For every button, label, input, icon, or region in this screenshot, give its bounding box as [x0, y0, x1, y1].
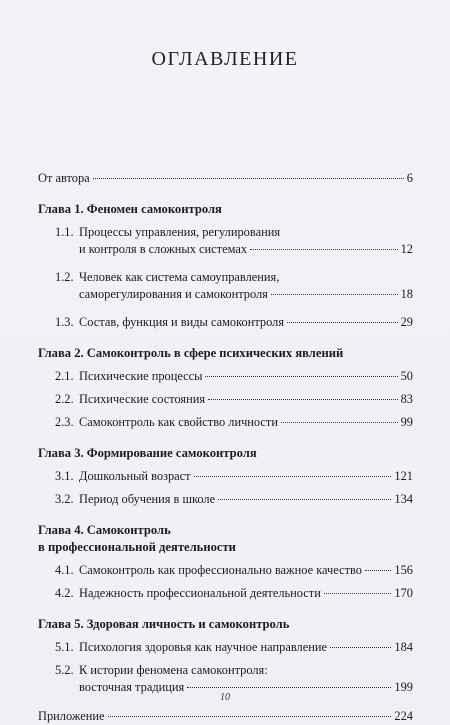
section-number: 1.2.	[55, 270, 74, 284]
toc-page-number: 6	[406, 171, 413, 185]
section-number: 2.1.	[55, 369, 74, 383]
toc-entry-5-2	[38, 662, 413, 696]
toc-entry-text: Период обучения в школе	[79, 492, 216, 506]
dot-leader	[187, 687, 391, 688]
toc-entry-1-3	[38, 314, 413, 331]
page-number: 10	[220, 692, 230, 703]
toc-page-number: 199	[394, 680, 413, 694]
toc-entry-text: Надежность профессиональной деятельности	[79, 586, 321, 600]
toc-entry-text-line: Процессы управления, регулирования	[79, 225, 281, 239]
section-number: 5.2.	[55, 663, 74, 677]
toc-page-number: 224	[394, 709, 413, 723]
section-number: 3.2.	[55, 492, 74, 506]
toc-page-number: 99	[400, 415, 413, 429]
toc-page-number: 50	[400, 369, 413, 383]
dot-leader	[365, 570, 391, 571]
chapter-4-heading: Глава 4. Самоконтроль	[38, 523, 171, 537]
toc-page-number: 18	[400, 287, 413, 301]
toc-entry-text-line: Человек как система самоуправления,	[79, 270, 280, 284]
toc-entry-1-1	[38, 224, 413, 258]
dot-leader	[281, 422, 398, 423]
toc-entry-text-line: К истории феномена самоконтроля:	[79, 663, 268, 677]
toc-page-number: 121	[394, 469, 413, 483]
toc-entry-3-1	[38, 468, 413, 485]
dot-leader	[218, 499, 391, 500]
section-number: 2.3.	[55, 415, 74, 429]
toc-entry-text-line: и контроля в сложных системах	[79, 242, 248, 256]
toc-entry-3-2	[38, 491, 413, 508]
section-number: 1.3.	[55, 315, 74, 329]
toc-entry-4-1	[38, 562, 413, 579]
toc-entry-2-2	[38, 391, 413, 408]
toc-entry-text: Психические состояния	[79, 392, 206, 406]
dot-leader	[330, 647, 391, 648]
section-number: 2.2.	[55, 392, 74, 406]
page-title: ОГЛАВЛЕНИЕ	[151, 48, 299, 70]
toc-entry-text: Самоконтроль как свойство личности	[79, 415, 278, 429]
toc-entry-4-2	[38, 585, 413, 602]
toc-entry-text: Приложение	[38, 709, 105, 723]
section-number: 4.1.	[55, 563, 74, 577]
toc-entry-1-2	[38, 269, 413, 303]
toc-entry-text: Дошкольный возраст	[79, 469, 191, 483]
dot-leader	[324, 593, 392, 594]
dot-leader	[93, 178, 404, 179]
toc-entry-appendix	[38, 708, 413, 725]
section-number: 4.2.	[55, 586, 74, 600]
section-number: 5.1.	[55, 640, 74, 654]
table-of-contents	[38, 170, 413, 725]
dot-leader	[208, 399, 398, 400]
chapter-1-heading: Глава 1. Феномен самоконтроля	[38, 202, 222, 216]
dot-leader	[194, 476, 392, 477]
dot-leader	[287, 322, 398, 323]
toc-entry-2-1	[38, 368, 413, 385]
chapter-4-heading-line2: в профессиональной деятельности	[38, 540, 236, 554]
chapter-5-heading: Глава 5. Здоровая личность и самоконтроль	[38, 617, 290, 631]
dot-leader	[108, 716, 392, 717]
toc-page-number: 184	[394, 640, 413, 654]
toc-entry-text: От автора	[38, 171, 90, 185]
section-number: 1.1.	[55, 225, 74, 239]
chapter-2-heading: Глава 2. Самоконтроль в сфере психических явлений	[38, 346, 344, 360]
toc-entry-text: Психические процессы	[79, 369, 203, 383]
chapter-3-heading: Глава 3. Формирование самоконтроля	[38, 446, 257, 460]
toc-entry-text: Психология здоровья как научное направление	[79, 640, 327, 654]
toc-page-number: 29	[400, 315, 413, 329]
toc-page-number: 12	[400, 242, 413, 256]
toc-entry-text: Состав, функция и виды самоконтроля	[79, 315, 285, 329]
dot-leader	[271, 294, 398, 295]
dot-leader	[205, 376, 397, 377]
toc-entry-5-1	[38, 639, 413, 656]
toc-entry-text-line: восточная традиция	[79, 680, 185, 694]
toc-page-number: 83	[400, 392, 413, 406]
toc-entry-from-author	[38, 170, 413, 187]
toc-entry-2-3	[38, 414, 413, 431]
toc-entry-text-line: саморегулирования и самоконтроля	[79, 287, 268, 301]
toc-page-number: 156	[394, 563, 413, 577]
toc-page-number: 170	[394, 586, 413, 600]
section-number: 3.1.	[55, 469, 74, 483]
dot-leader	[250, 249, 398, 250]
toc-page-number: 134	[394, 492, 413, 506]
toc-entry-text: Самоконтроль как профессионально важное качество	[79, 563, 362, 577]
